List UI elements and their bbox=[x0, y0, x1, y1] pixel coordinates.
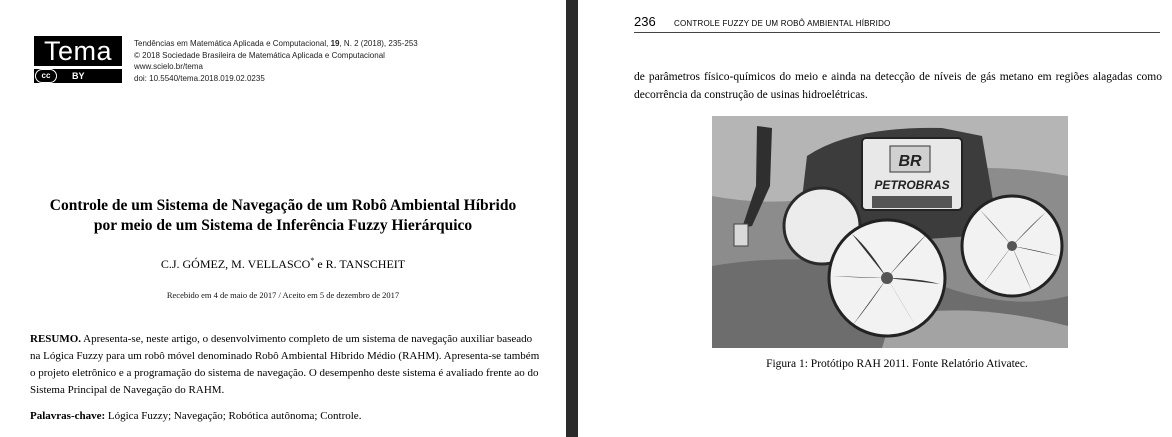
page-number: 236 bbox=[634, 14, 656, 29]
body-paragraph: de parâmetros físico-químicos do meio e ainda na detecção de níveis de gás metano em regiões alagadas como decorrência da construção de usinas hidroelétricas. bbox=[634, 71, 1162, 101]
abstract-text: Apresenta-se, neste artigo, o desenvolvimento completo de um sistema de navegação auxiliar baseado na Lógica Fuzzy para um robô móvel denominado Robô Ambiental Híbrido Médio (RAHM). Apresenta-se também o projeto eletrônico e a programação do sistema de navegação. O desempenho deste sistema é avaliado frente ao do Sistema Principal de Navegação do RAHM. bbox=[30, 333, 540, 396]
received-accepted-dates: Recebido em 4 de maio de 2017 / Aceito em 5 de dezembro de 2017 bbox=[166, 290, 400, 300]
keywords bbox=[30, 410, 542, 422]
doi-line: doi: 10.5540/tema.2018.019.02.0235 bbox=[134, 73, 265, 83]
abstract bbox=[30, 331, 542, 399]
author-footnote-mark[interactable]: * bbox=[310, 256, 315, 265]
running-title: CONTROLE FUZZY DE UM ROBÔ AMBIENTAL HÍBRIDO bbox=[674, 19, 891, 28]
cc-by-label: BY bbox=[72, 71, 85, 81]
authors: C.J. GÓMEZ, M. VELLASCO* e R. TANSCHEIT bbox=[160, 256, 406, 271]
keywords-label: Palavras-chave: bbox=[30, 410, 106, 422]
journal-url[interactable]: www.scielo.br/tema bbox=[134, 62, 203, 71]
journal-metadata bbox=[134, 38, 554, 84]
robot-illustration bbox=[712, 116, 1068, 348]
creative-commons-icon: cc bbox=[35, 69, 57, 83]
abstract-label: RESUMO. bbox=[30, 333, 82, 345]
petrobras-logo-text: PETROBRAS bbox=[874, 178, 950, 192]
cc-by-license-badge bbox=[34, 69, 122, 83]
copyright-line: © 2018 Sociedade Brasileira de Matemática Aplicada e Computacional bbox=[134, 50, 385, 60]
paper-title: Controle de um Sistema de Navegação de um Robô Ambiental Híbrido por meio de um Sistema de Inferência Fuzzy Hierárquico bbox=[49, 197, 517, 234]
running-header bbox=[634, 14, 1160, 33]
right-page bbox=[578, 0, 1172, 437]
left-page bbox=[0, 0, 566, 437]
right-wheel bbox=[962, 196, 1062, 296]
figure-caption: Figura 1: Protótipo RAH 2011. Fonte Relatório Ativatec. bbox=[766, 358, 1028, 370]
keywords-text: Lógica Fuzzy; Navegação; Robótica autônoma; Controle. bbox=[105, 410, 362, 422]
journal-citation: Tendências em Matemática Aplicada e Computacional, 19, N. 2 (2018), 235-253 bbox=[134, 39, 418, 48]
tema-logo-text: Tema bbox=[34, 36, 122, 66]
tema-logo bbox=[34, 36, 122, 86]
front-wheel bbox=[829, 220, 945, 336]
petrobras-logo-br: BR bbox=[898, 153, 922, 170]
robot-prototype-photo bbox=[712, 116, 1068, 348]
